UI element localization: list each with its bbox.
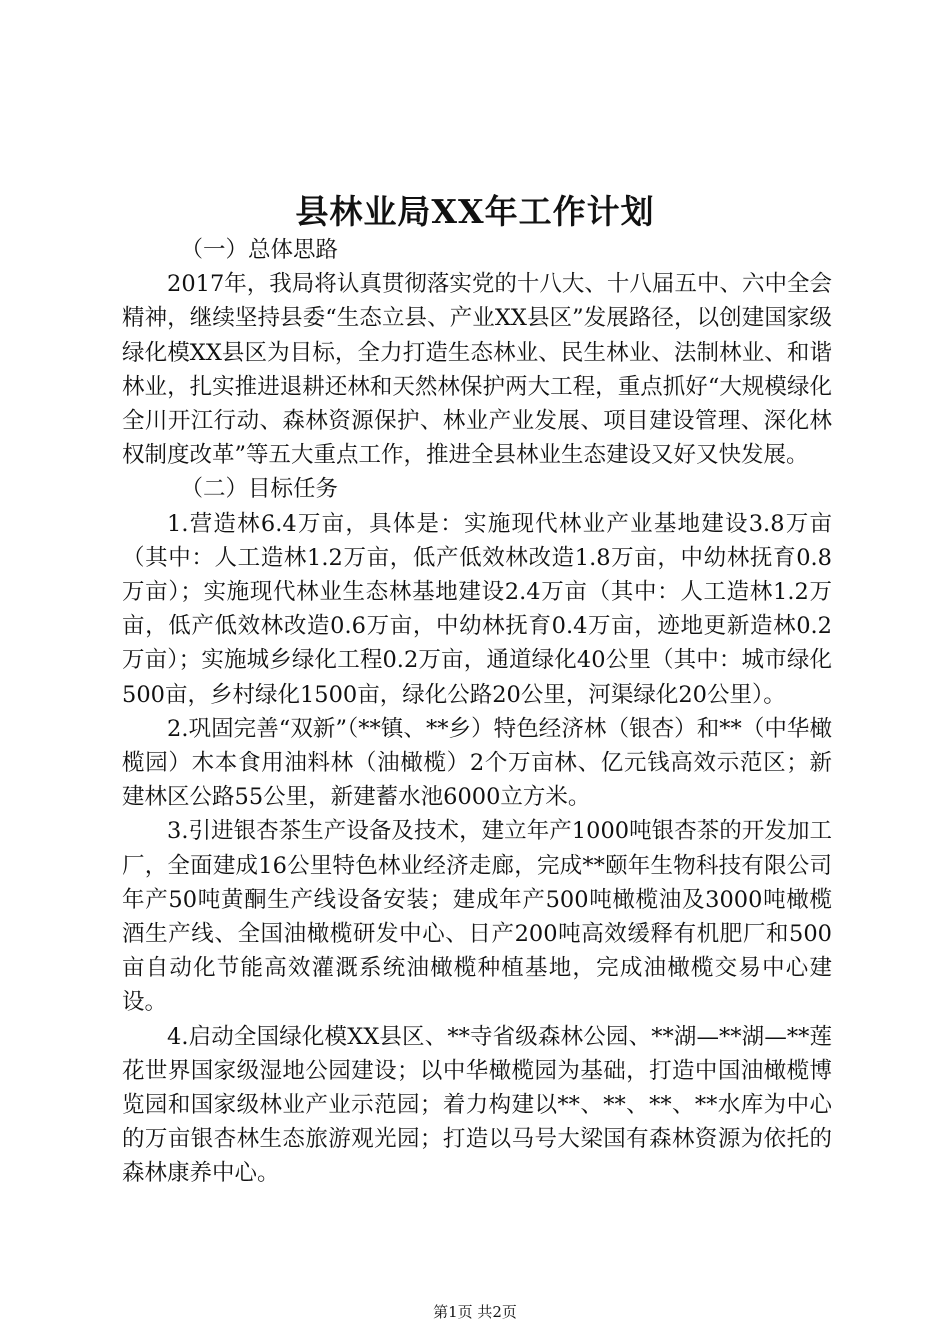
document-body (122, 233, 832, 1191)
section-heading-overall: （一）总体思路 (180, 237, 339, 263)
paragraph-overall-approach: 2017年，我局将认真贯彻落实党的十八大、十八届五中、六中全会精神，继续坚持县委“生态立县、产业XX县区”发展路径，以创建国家级绿化模XX县区为目标，全力打造生态林业、民生林业、法制林业、和谐林业，扎实推进退耕还林和天然林保护两大工程，重点抓好“大规模绿化全川开江行动、森林资源保护、林业产业发展、项目建设管理、深化林权制度改革”等五大重点工作，推进全县林业生态建设又好又快发展。 (122, 271, 832, 469)
target-item-3: 3.引进银杏茶生产设备及技术，建立年产1000吨银杏茶的开发加工厂，全面建成16公里特色林业经济走廊，完成**颐年生物科技有限公司年产50吨黄酮生产线设备安装；建成年产500吨橄榄油及3000吨橄榄酒生产线、全国油橄榄研发中心、日产200吨高效缓释有机肥厂和500亩自动化节能高效灌溉系统油橄榄种植基地，完成油橄榄交易中心建设。 (122, 818, 832, 1016)
target-item-2: 2.巩固完善“双新”（**镇、**乡）特色经济林（银杏）和**（中华橄榄园）木本食用油料林（油橄榄）2个万亩林、亿元钱高效示范区；新建林区公路55公里，新建蓄水池6000立方米。 (122, 715, 832, 811)
target-item-1: 1.营造林6.4万亩，具体是：实施现代林业产业基地建设3.8万亩（其中：人工造林1.2万亩，低产低效林改造1.8万亩，中幼林抚育0.8万亩）；实施现代林业生态林基地建设2.4万亩（其中：人工造林1.2万亩，低产低效林改造0.6万亩，中幼林抚育0.4万亩，迹地更新造林0.2万亩）；实施城乡绿化工程0.2万亩，通道绿化40公里（其中：城市绿化500亩，乡村绿化1500亩，绿化公路20公里，河渠绿化20公里）。 (122, 510, 832, 708)
page-footer: 第1页 共2页 (433, 1303, 517, 1321)
section-heading-targets: （二）目标任务 (180, 476, 339, 503)
document-title: 县林业局XX年工作计划 (295, 192, 655, 231)
target-item-4: 4.启动全国绿化模XX县区、**寺省级森林公园、**湖—**湖—**莲花世界国家级湿地公园建设；以中华橄榄园为基础，打造中国油橄榄博览园和国家级林业产业示范园；着力构建以**、**、**、**水库为中心的万亩银杏林生态旅游观光园；打造以马号大梁国有森林资源为依托的森林康养中心。 (122, 1023, 832, 1187)
